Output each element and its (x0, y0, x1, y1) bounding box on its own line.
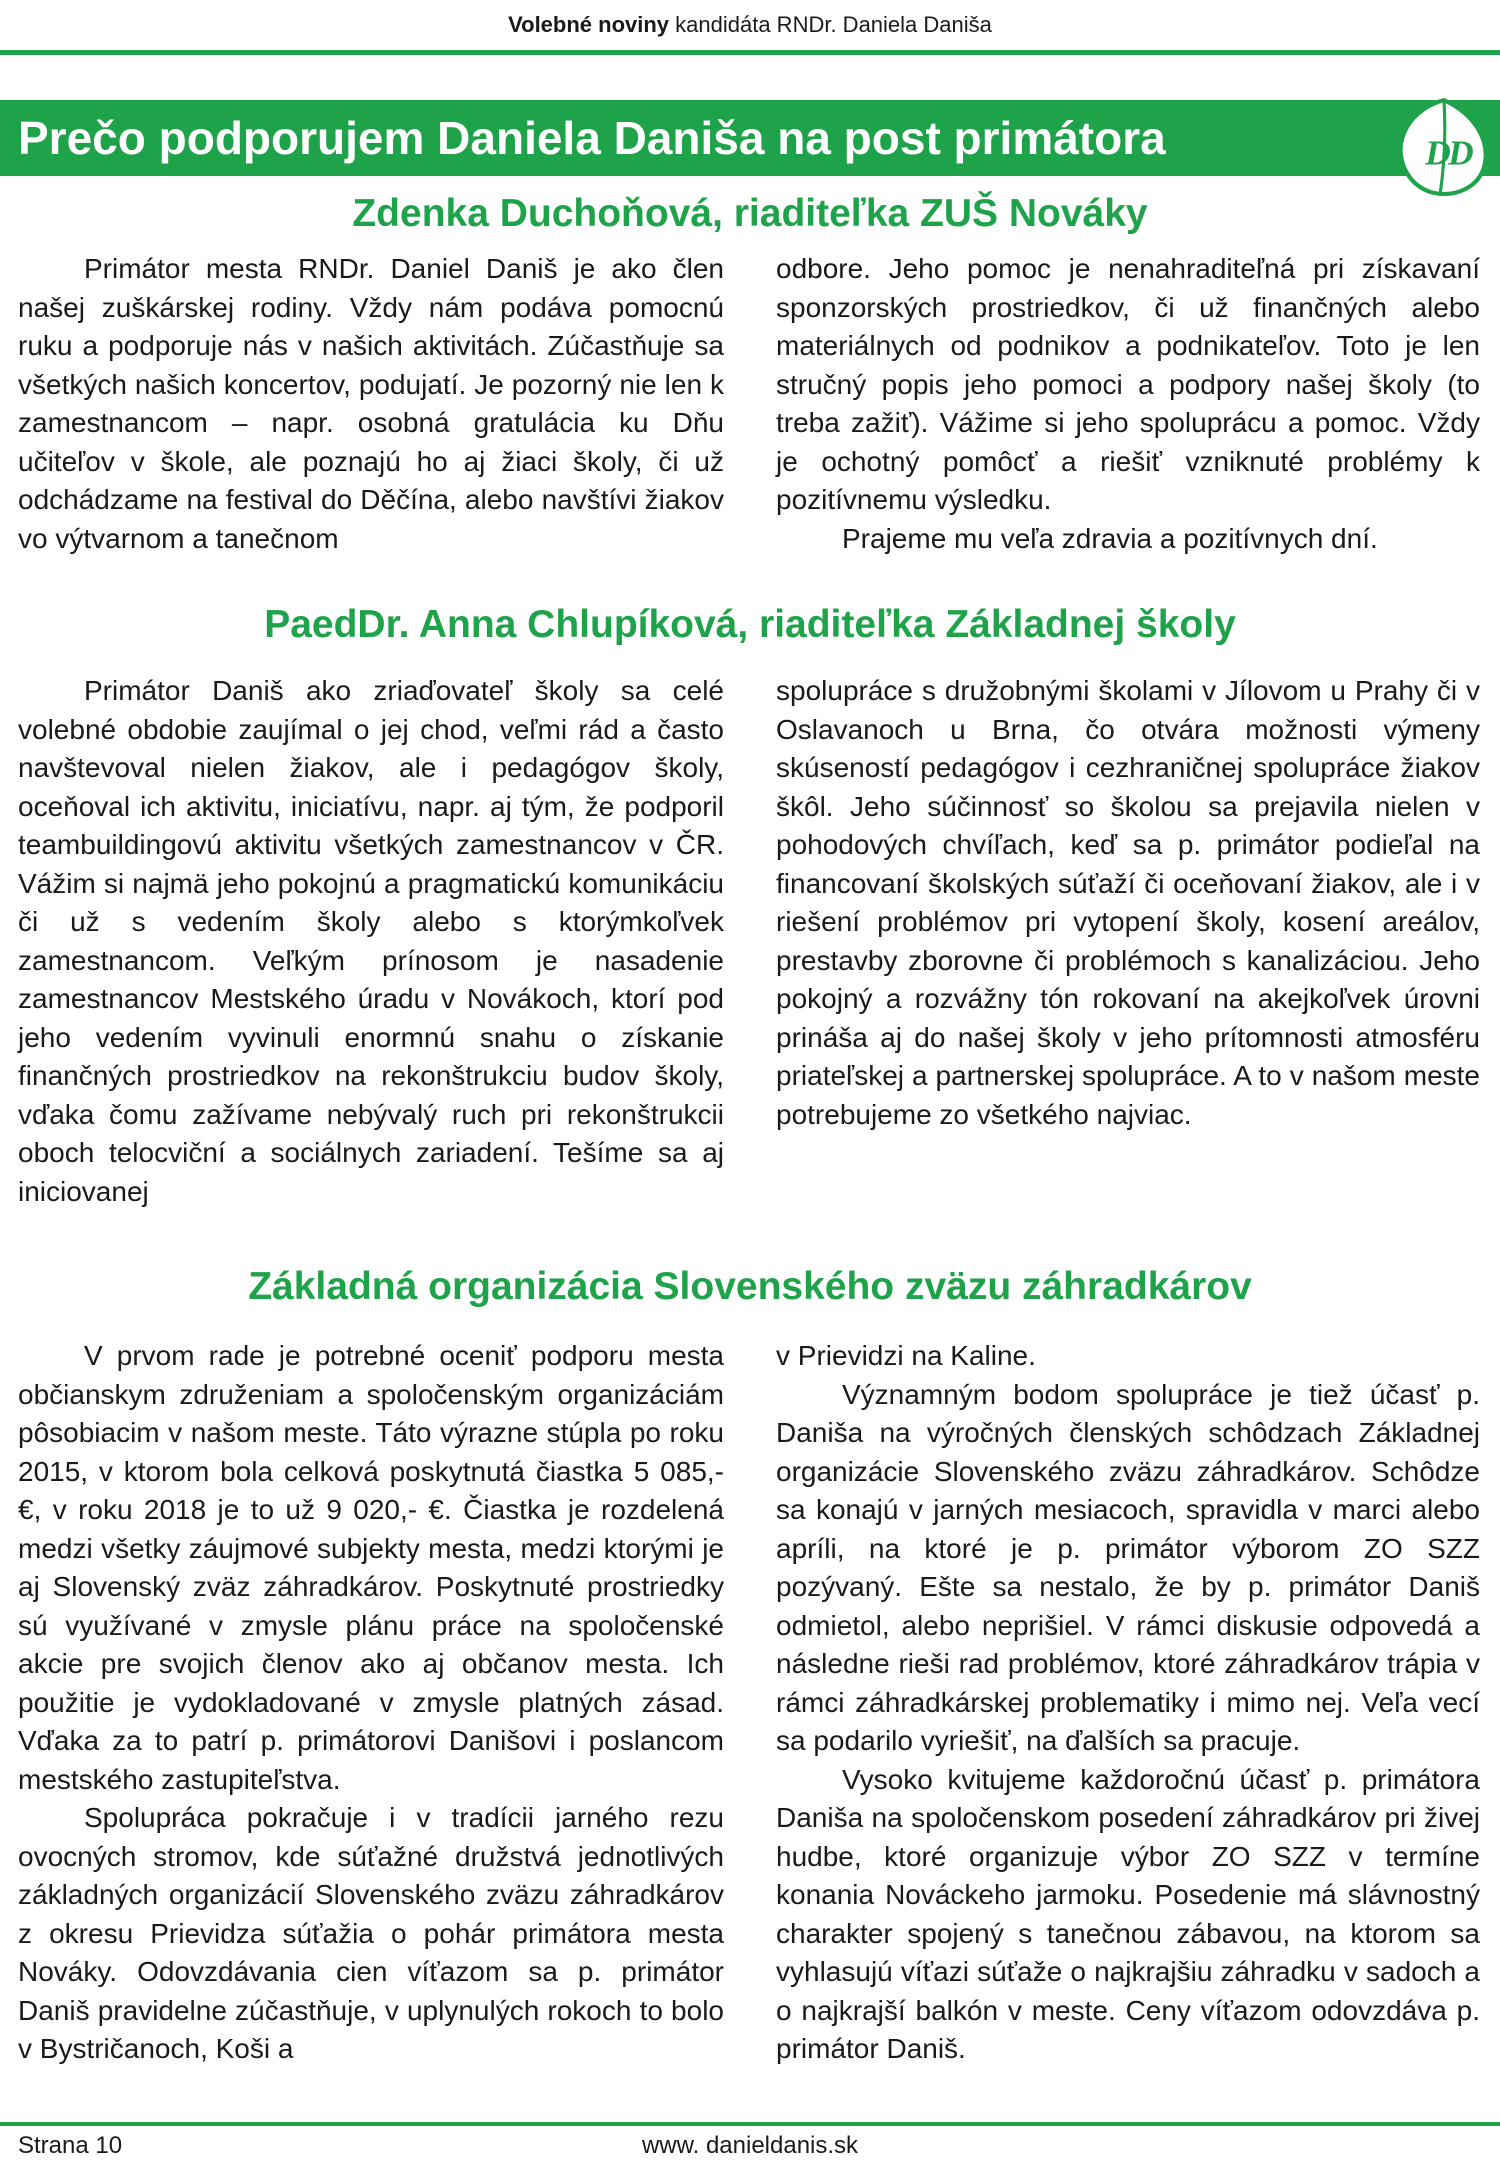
section-2-right-column (776, 672, 1480, 1134)
section-3-left-column (18, 1337, 724, 2069)
header-rule (0, 50, 1500, 55)
title-banner (0, 100, 1500, 176)
paragraph: Významným bodom spolupráce je tiež účasť p. Daniša na výročných členských schôdzach Základnej organizácie Slovenského zväzu záhradkárov. Schôdze sa konajú v jarných mesiacoch, spravidla v marci alebo apríli, na ktoré je p. primátor výborom ZO SZZ pozývaný. Ešte sa nestalo, že by p. primátor Daniš odmietol, alebo neprišiel. V rámci diskusie odpovedá a následne rieši rad problémov, ktoré záhradkárov trápia v rámci záhradkárskej problematiky i mimo nej. Veľa vecí sa podarilo vyriešiť, na ďalších sa pracuje. (776, 1378, 1480, 1756)
section-3-right-column (776, 1337, 1480, 2069)
paragraph: Primátor Daniš ako zriaďovateľ školy sa celé volebné obdobie zaujímal o jej chod, veľmi rád a často navštevoval nielen žiakov, ale i pedagógov školy, oceňoval ich aktivitu, iniciatívu, napr. aj tým, že podporil teambuildingovú aktivitu všetkých zamestnancov v ČR. Vážim si najmä jeho pokojnú a pragmatickú komunikáciu či už s vedením školy alebo s ktorýmkoľvek zamestnancom. Veľkým prínosom je nasadenie zamestnancov Mestského úradu v Novákoch, ktorí pod jeho vedením vyvinuli enormnú snahu o získanie finančných prostriedkov na rekonštrukciu budov školy, vďaka čomu zažívame nebývalý ruch pri rekonštrukcii oboch telocviční a sociálnych zariadení. Tešíme sa aj iniciovanej (18, 675, 724, 1207)
header-bold: Volebné noviny (508, 12, 670, 37)
footer-url: www. danieldanis.sk (641, 2132, 859, 2159)
page-number: Strana 10 (18, 2132, 123, 2159)
section-1-right-column (776, 250, 1480, 558)
section-3-heading: Základná organizácia Slovenského zväzu záhradkárov (248, 1265, 1252, 1308)
paragraph: Vysoko kvitujeme každoročnú účasť p. primátora Daniša na spoločenskom posedení záhradkárov pri živej hudbe, ktoré organizuje výbor ZO SZZ v termíne konania Nováckeho jarmoku. Posedenie má slávnostný charakter spojený s tanečnou zábavou, na ktorom sa vyhlasujú víťazi súťaže o najkrajšiu záhradku v sadoch a o najkrajší balkón v meste. Ceny víťazom odovzdáva p. primátor Daniš. (776, 1763, 1480, 2064)
section-2-left-column (18, 672, 724, 1211)
footer-rule (0, 2122, 1500, 2126)
svg-text:D: D (1425, 132, 1451, 173)
running-header (0, 10, 1500, 40)
section-1-left-column (18, 250, 724, 558)
section-2-heading: PaedDr. Anna Chlupíková, riaditeľka Základnej školy (264, 603, 1236, 646)
paragraph: spolupráce s družobnými školami v Jílovom u Prahy či v Oslavanoch u Brna, čo otvára možnosti výmeny skúseností pedagógov i cezhraničnej spolupráce žiakov škôl. Jeho súčinnosť so školou sa prejavila nielen v pohodových chvíľach, keď sa p. primátor podieľal na financovaní školských súťaží či oceňovaní žiakov, ale i v riešení problémov pri vytopení školy, kosení areálov, prestavby zborovne či problémoch s kanalizáciou. Jeho pokojný a rozvážny tón rokovaní na akejkoľvek úrovni prináša aj do našej školy v jeho prítomnosti atmosféru priateľskej a partnerskej spolupráce. A to v našom meste potrebujeme zo všetkého najviac. (776, 675, 1480, 1130)
paragraph: Primátor mesta RNDr. Daniel Daniš je ako člen našej zuškárskej rodiny. Vždy nám podáva pomocnú ruku a podporuje nás v našich aktivitách. Zúčastňuje sa všetkých našich koncertov, podujatí. Je pozorný nie len k zamestnancom – napr. osobná gratulácia ku Dňu učiteľov v škole, ale poznajú ho aj žiaci školy, či už odchádzame na festival do Děčína, alebo navštívi žiakov vo výtvarnom a tanečnom (18, 253, 724, 554)
paragraph: v Prievidzi na Kaline. (776, 1340, 1036, 1371)
header-rest: kandidáta RNDr. Daniela Daniša (669, 12, 992, 37)
paragraph: Prajeme mu veľa zdravia a pozitívnych dní. (842, 522, 1378, 554)
dd-leaf-logo-icon (1392, 96, 1496, 200)
page-title: Prečo podporujem Daniela Daniša na post primátora (18, 112, 1166, 164)
paragraph: Spolupráca pokračuje i v tradícii jarného rezu ovocných stromov, kde súťažné družstvá jednotlivých základných organizácií Slovenského zväzu záhradkárov z okresu Prievidza súťažia o pohár primátora mesta Nováky. Odovzdávania cien víťazom sa p. primátor Daniš pravidelne zúčastňuje, v uplynulých rokoch to bolo v Bystričanoch, Koši a (18, 1802, 724, 2064)
section-1-heading: Zdenka Duchoňová, riaditeľka ZUŠ Nováky (352, 192, 1148, 235)
svg-text:D: D (1448, 132, 1474, 173)
paragraph: odbore. Jeho pomoc je nenahraditeľná pri získavaní sponzorských prostriedkov, či už finančných alebo materiálnych od podnikov a podnikateľov. Toto je len stručný popis jeho pomoci a podpory našej školy (to treba zažiť). Vážime si jeho spoluprácu a pomoc. Vždy je ochotný pomôcť a riešiť vzniknuté problémy k pozitívnemu výsledku. (776, 253, 1480, 515)
paragraph: V prvom rade je potrebné oceniť podporu mesta občianskym združeniam a spoločenským organizáciám pôsobiacim v našom meste. Táto výrazne stúpla po roku 2015, v ktorom bola celková poskytnutá čiastka 5 085,- €, v roku 2018 je to už 9 020,- €. Čiastka je rozdelená medzi všetky záujmové subjekty mesta, medzi ktorými je aj Slovenský zväz záhradkárov. Poskytnuté prostriedky sú využívané v zmysle plánu práce na spoločenské akcie pre svojich členov ako aj občanov mesta. Ich použitie je vydokladované v zmysle platných zásad. Vďaka za to patrí p. primátorovi Danišovi i poslancom mestského zastupiteľstva. (18, 1340, 724, 1795)
